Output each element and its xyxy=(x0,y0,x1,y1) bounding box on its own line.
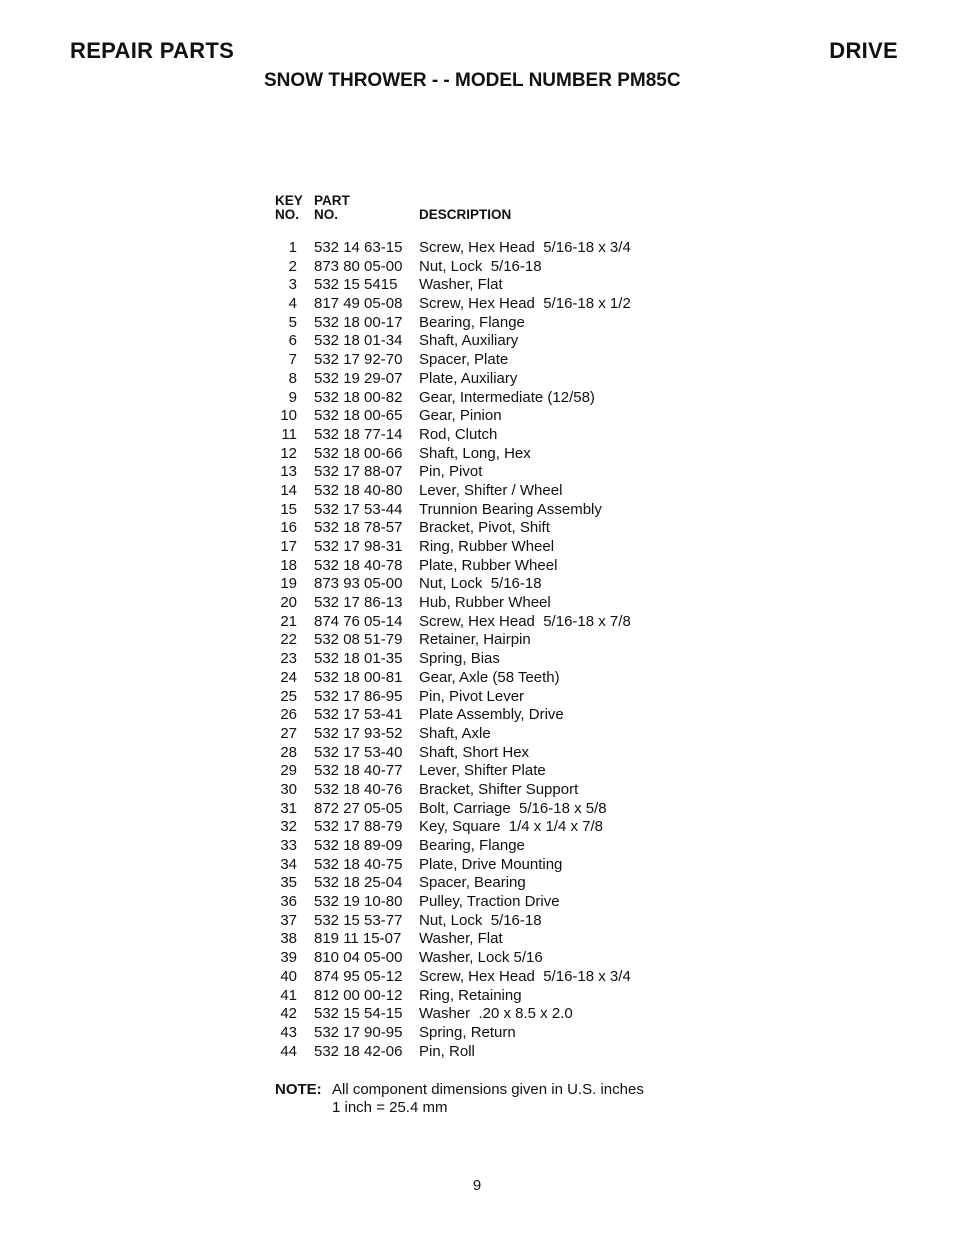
part-description: Rod, Clutch xyxy=(419,425,498,443)
part-number: 532 17 53-40 xyxy=(314,743,403,761)
part-description: Washer, Lock 5/16 xyxy=(419,949,543,967)
part-number: 532 18 40-76 xyxy=(314,780,403,798)
parts-row xyxy=(268,258,688,277)
part-description: Shaft, Axle xyxy=(419,724,491,742)
part-number: 532 18 89-09 xyxy=(314,837,403,854)
column-header-part-line1: PART xyxy=(314,193,350,208)
column-header-key-line2: NO. xyxy=(275,207,300,222)
column-header-key-no xyxy=(275,194,303,222)
part-key-no: 31 xyxy=(280,799,297,817)
parts-row xyxy=(268,818,688,837)
part-number: 532 18 00-82 xyxy=(314,388,403,406)
part-key-no: 4 xyxy=(288,295,297,313)
part-description: Washer, Flat xyxy=(419,930,503,948)
part-description: Spacer, Bearing xyxy=(419,874,526,892)
part-number: 532 18 40-78 xyxy=(314,556,403,574)
part-number: 532 18 78-57 xyxy=(314,519,403,537)
parts-row xyxy=(268,1043,688,1062)
note-label: NOTE: xyxy=(275,1081,322,1098)
part-key-no: 19 xyxy=(280,575,297,593)
part-number: 873 80 05-00 xyxy=(314,257,403,275)
parts-row xyxy=(268,706,688,725)
parts-list xyxy=(268,239,688,1061)
parts-row xyxy=(268,538,688,557)
part-key-no: 12 xyxy=(280,444,297,462)
part-description: Pin, Pivot xyxy=(419,463,483,481)
parts-row xyxy=(268,987,688,1006)
part-number: 532 17 53-44 xyxy=(314,500,403,518)
part-description: Trunnion Bearing Assembly xyxy=(419,500,602,518)
parts-row xyxy=(268,631,688,650)
parts-row xyxy=(268,594,688,613)
parts-row xyxy=(268,370,688,389)
part-key-no: 14 xyxy=(280,481,297,499)
part-number: 532 17 88-79 xyxy=(314,818,403,836)
part-description: Nut, Lock 5/16-18 xyxy=(419,575,542,593)
part-number: 532 18 00-81 xyxy=(314,668,403,686)
part-number: 817 49 05-08 xyxy=(314,295,403,313)
parts-row xyxy=(268,239,688,258)
parts-row xyxy=(268,1024,688,1043)
page-number: 9 xyxy=(472,1177,482,1194)
part-key-no: 21 xyxy=(280,612,297,630)
part-number: 532 08 51-79 xyxy=(314,631,403,649)
part-description: Screw, Hex Head 5/16-18 x 1/2 xyxy=(419,295,631,313)
part-number: 532 19 10-80 xyxy=(314,893,403,911)
part-number: 532 18 01-34 xyxy=(314,332,403,350)
part-description: Spring, Return xyxy=(419,1023,516,1041)
part-description: Washer, Flat xyxy=(419,276,503,294)
part-key-no: 33 xyxy=(280,837,297,854)
parts-row xyxy=(268,426,688,445)
parts-row xyxy=(268,762,688,781)
parts-row xyxy=(268,874,688,893)
part-description: Gear, Axle (58 Teeth) xyxy=(419,668,560,686)
part-description: Spring, Bias xyxy=(419,650,500,668)
part-description: Lever, Shifter Plate xyxy=(419,762,546,780)
part-description: Washer .20 x 8.5 x 2.0 xyxy=(419,1005,573,1023)
part-key-no: 36 xyxy=(280,893,297,911)
part-key-no: 3 xyxy=(288,276,297,294)
parts-row xyxy=(268,650,688,669)
parts-row xyxy=(268,389,688,408)
part-key-no: 11 xyxy=(281,425,297,443)
part-description: Gear, Pinion xyxy=(419,407,502,425)
part-number: 532 15 5415 xyxy=(314,276,398,294)
part-key-no: 30 xyxy=(280,780,297,798)
part-number: 532 17 86-95 xyxy=(314,687,403,705)
part-number: 532 14 63-15 xyxy=(314,239,403,256)
parts-row xyxy=(268,351,688,370)
parts-row xyxy=(268,688,688,707)
part-number: 532 18 42-06 xyxy=(314,1042,403,1060)
part-description: Screw, Hex Head 5/16-18 x 3/4 xyxy=(419,967,631,985)
part-description: Hub, Rubber Wheel xyxy=(419,594,551,612)
part-description: Bolt, Carriage 5/16-18 x 5/8 xyxy=(419,799,607,817)
part-number: 532 18 25-04 xyxy=(314,874,403,892)
part-number: 874 76 05-14 xyxy=(314,612,403,630)
parts-row xyxy=(268,332,688,351)
part-number: 819 11 15-07 xyxy=(314,930,402,948)
part-number: 532 18 00-66 xyxy=(314,444,403,462)
part-key-no: 40 xyxy=(280,967,297,985)
parts-row xyxy=(268,575,688,594)
part-key-no: 38 xyxy=(280,930,297,948)
column-header-part-no xyxy=(314,194,350,222)
parts-row xyxy=(268,445,688,464)
part-description: Bearing, Flange xyxy=(419,313,525,331)
part-description: Lever, Shifter / Wheel xyxy=(419,481,563,499)
parts-row xyxy=(268,482,688,501)
parts-row xyxy=(268,893,688,912)
part-number: 872 27 05-05 xyxy=(314,799,403,817)
part-key-no: 24 xyxy=(280,668,297,686)
note-block xyxy=(275,1081,644,1117)
parts-row xyxy=(268,930,688,949)
parts-row xyxy=(268,501,688,520)
parts-row xyxy=(268,295,688,314)
parts-row xyxy=(268,613,688,632)
part-number: 532 18 00-65 xyxy=(314,407,403,425)
part-key-no: 39 xyxy=(280,949,297,967)
part-key-no: 22 xyxy=(280,631,297,649)
part-description: Key, Square 1/4 x 1/4 x 7/8 xyxy=(419,818,603,836)
part-description: Gear, Intermediate (12/58) xyxy=(419,388,595,406)
part-key-no: 6 xyxy=(288,332,297,350)
part-number: 810 04 05-00 xyxy=(314,949,403,967)
part-description: Pulley, Traction Drive xyxy=(419,893,560,911)
part-number: 532 17 92-70 xyxy=(314,351,403,369)
part-key-no: 8 xyxy=(288,369,297,387)
part-description: Bracket, Shifter Support xyxy=(419,780,579,798)
part-number: 532 17 53-41 xyxy=(314,706,403,724)
part-key-no: 29 xyxy=(280,762,297,780)
part-number: 874 95 05-12 xyxy=(314,967,403,985)
part-key-no: 27 xyxy=(280,724,297,742)
part-number: 873 93 05-00 xyxy=(314,575,403,593)
parts-row xyxy=(268,837,688,856)
part-number: 532 18 01-35 xyxy=(314,650,403,668)
parts-row xyxy=(268,557,688,576)
part-number: 532 17 86-13 xyxy=(314,594,403,612)
part-number: 532 17 93-52 xyxy=(314,724,403,742)
parts-row xyxy=(268,276,688,295)
parts-row xyxy=(268,949,688,968)
part-number: 812 00 00-12 xyxy=(314,986,403,1004)
part-key-no: 20 xyxy=(280,594,297,612)
model-subtitle: SNOW THROWER - - MODEL NUMBER PM85C xyxy=(264,70,681,91)
section-category: DRIVE xyxy=(829,38,898,63)
part-key-no: 2 xyxy=(288,257,297,275)
part-description: Pin, Pivot Lever xyxy=(419,687,525,705)
note-line2: 1 inch = 25.4 mm xyxy=(332,1099,448,1116)
part-key-no: 10 xyxy=(280,407,297,425)
part-number: 532 17 88-07 xyxy=(314,463,403,481)
part-key-no: 28 xyxy=(280,743,297,761)
part-key-no: 43 xyxy=(280,1023,297,1041)
part-key-no: 5 xyxy=(288,313,297,331)
section-title: REPAIR PARTS xyxy=(70,38,235,63)
part-description: Shaft, Short Hex xyxy=(419,743,530,761)
parts-row xyxy=(268,856,688,875)
part-number: 532 19 29-07 xyxy=(314,369,403,387)
parts-row xyxy=(268,800,688,819)
part-description: Screw, Hex Head 5/16-18 x 7/8 xyxy=(419,612,631,630)
part-number: 532 15 53-77 xyxy=(314,911,403,929)
parts-row xyxy=(268,744,688,763)
part-key-no: 18 xyxy=(280,556,297,574)
part-number: 532 18 40-77 xyxy=(314,762,403,780)
part-description: Shaft, Long, Hex xyxy=(419,444,531,462)
part-key-no: 41 xyxy=(280,986,297,1004)
column-header-part-line2: NO. xyxy=(314,207,339,222)
part-key-no: 16 xyxy=(280,519,297,537)
part-description: Plate, Rubber Wheel xyxy=(419,556,558,574)
part-key-no: 26 xyxy=(280,706,297,724)
part-number: 532 18 40-80 xyxy=(314,481,403,499)
parts-row xyxy=(268,669,688,688)
part-number: 532 18 40-75 xyxy=(314,855,403,873)
part-description: Nut, Lock 5/16-18 xyxy=(419,911,542,929)
part-number: 532 15 54-15 xyxy=(314,1005,403,1023)
part-description: Plate, Drive Mounting xyxy=(419,855,563,873)
part-description: Shaft, Auxiliary xyxy=(419,332,519,350)
part-number: 532 18 77-14 xyxy=(314,425,403,443)
part-description: Bracket, Pivot, Shift xyxy=(419,519,550,537)
part-key-no: 17 xyxy=(280,538,297,555)
part-key-no: 7 xyxy=(288,351,297,369)
parts-row xyxy=(268,968,688,987)
part-description: Retainer, Hairpin xyxy=(419,631,531,649)
part-number: 532 17 98-31 xyxy=(314,538,403,555)
part-key-no: 15 xyxy=(280,500,297,518)
note-line1: All component dimensions given in U.S. inches xyxy=(332,1081,644,1098)
parts-row xyxy=(268,912,688,931)
part-key-no: 32 xyxy=(280,818,297,836)
parts-row xyxy=(268,463,688,482)
part-key-no: 9 xyxy=(288,388,297,406)
part-description: Nut, Lock 5/16-18 xyxy=(419,257,542,275)
part-description: Pin, Roll xyxy=(419,1042,475,1060)
parts-row xyxy=(268,1005,688,1024)
part-key-no: 34 xyxy=(280,855,297,873)
part-description: Ring, Rubber Wheel xyxy=(419,538,555,555)
part-description: Plate, Auxiliary xyxy=(419,369,518,387)
part-key-no: 37 xyxy=(280,911,297,929)
part-number: 532 17 90-95 xyxy=(314,1023,403,1041)
part-key-no: 35 xyxy=(280,874,297,892)
parts-row xyxy=(268,519,688,538)
parts-row xyxy=(268,725,688,744)
part-key-no: 42 xyxy=(280,1005,297,1023)
part-description: Plate Assembly, Drive xyxy=(419,706,564,724)
part-description: Spacer, Plate xyxy=(419,351,509,369)
parts-row xyxy=(268,314,688,333)
parts-row xyxy=(268,781,688,800)
part-key-no: 44 xyxy=(280,1042,297,1060)
part-key-no: 13 xyxy=(280,463,297,481)
part-description: Bearing, Flange xyxy=(419,837,525,854)
part-key-no: 25 xyxy=(280,687,297,705)
parts-row xyxy=(268,407,688,426)
column-header-key-line1: KEY xyxy=(275,193,303,208)
column-header-description: DESCRIPTION xyxy=(419,207,512,222)
part-key-no: 1 xyxy=(288,239,297,256)
part-description: Screw, Hex Head 5/16-18 x 3/4 xyxy=(419,239,631,256)
part-number: 532 18 00-17 xyxy=(314,313,403,331)
part-key-no: 23 xyxy=(280,650,297,668)
part-description: Ring, Retaining xyxy=(419,986,522,1004)
